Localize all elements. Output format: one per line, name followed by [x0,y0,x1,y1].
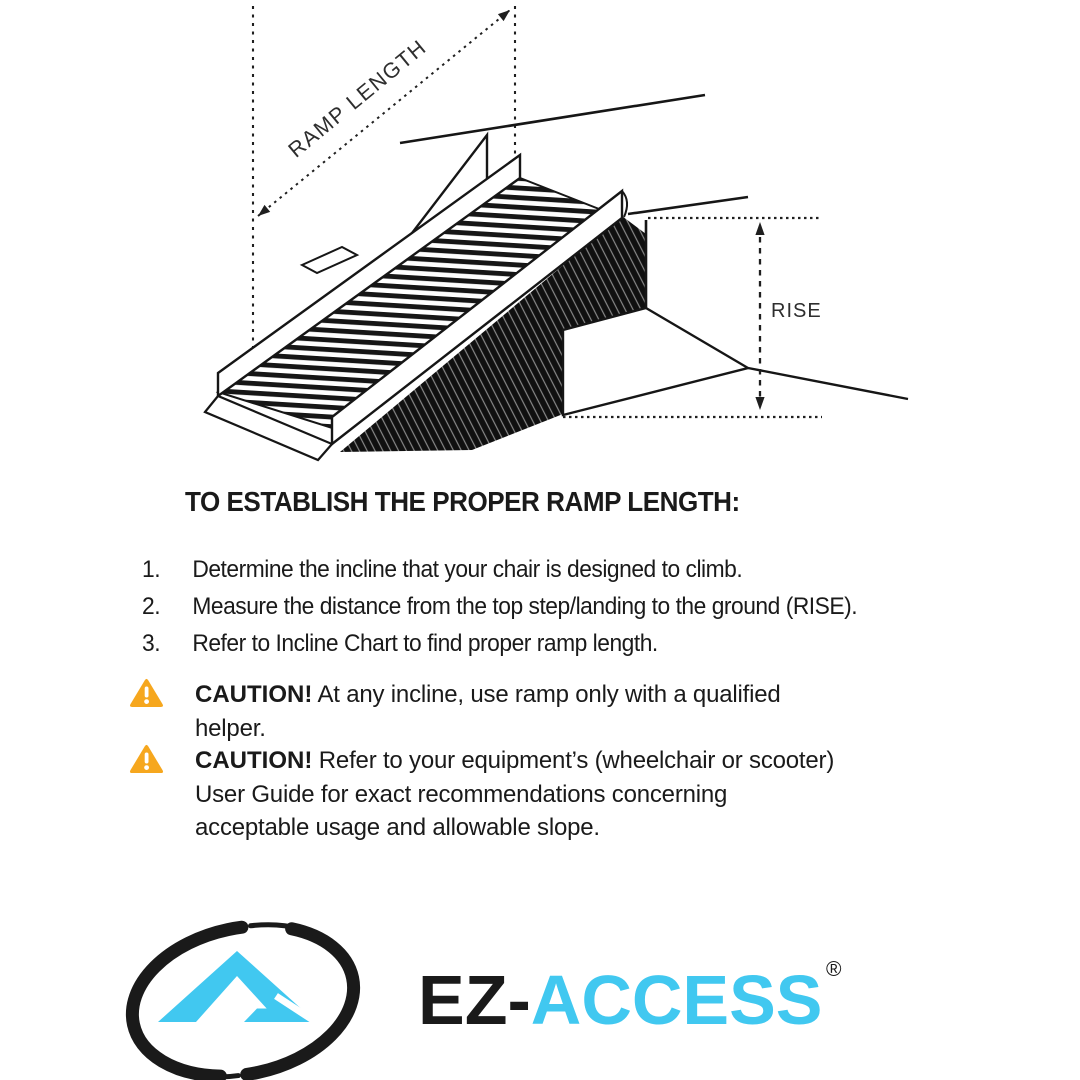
caution-text: At any incline, use ramp only with a qualified [317,681,781,708]
list-item [142,625,857,662]
ramp-length-label: RAMP LENGTH [283,34,432,163]
ramp-diagram [0,0,1080,470]
porch-back-edge [400,95,705,143]
step-number: 3. [142,630,161,657]
step-text: Refer to Incline Chart to find proper ramp length. [192,630,658,657]
logo-text-ez: EZ- [418,961,531,1039]
caution-text: User Guide for exact recommendations concerning [195,780,728,808]
list-item [142,551,857,588]
warning-icon [128,743,165,775]
landing-top-edge [628,197,748,214]
step-text: Determine the incline that your chair is designed to climb. [192,556,743,583]
caution-note [195,744,834,845]
registered-trademark: ® [826,958,842,981]
steps-list [142,551,857,662]
list-item [142,588,857,625]
ground-right-edge [748,368,908,399]
step-front-face [563,308,748,415]
caution-label: CAUTION! [195,747,313,774]
caution-note [195,678,781,745]
logo-wordmark [418,961,823,1039]
caution-text: helper. [195,714,266,742]
side-notch-box [302,247,357,273]
caution-label: CAUTION! [195,681,313,708]
page-title: TO ESTABLISH THE PROPER RAMP LENGTH: [185,486,740,517]
caution-text: Refer to your equipment’s (wheelchair or scooter) [318,747,835,774]
step-text: Measure the distance from the top step/landing to the ground (RISE). [192,593,858,620]
step-number: 1. [142,556,161,583]
step-number: 2. [142,593,161,620]
logo-swoosh-ring [118,912,367,1080]
logo-text-access: ACCESS [530,961,823,1039]
caution-text: acceptable usage and allowable slope. [195,814,600,841]
rise-label: RISE [771,300,822,322]
warning-icon [128,677,165,709]
ez-access-logo [118,912,858,1080]
logo-mountain-mark [158,951,322,1026]
